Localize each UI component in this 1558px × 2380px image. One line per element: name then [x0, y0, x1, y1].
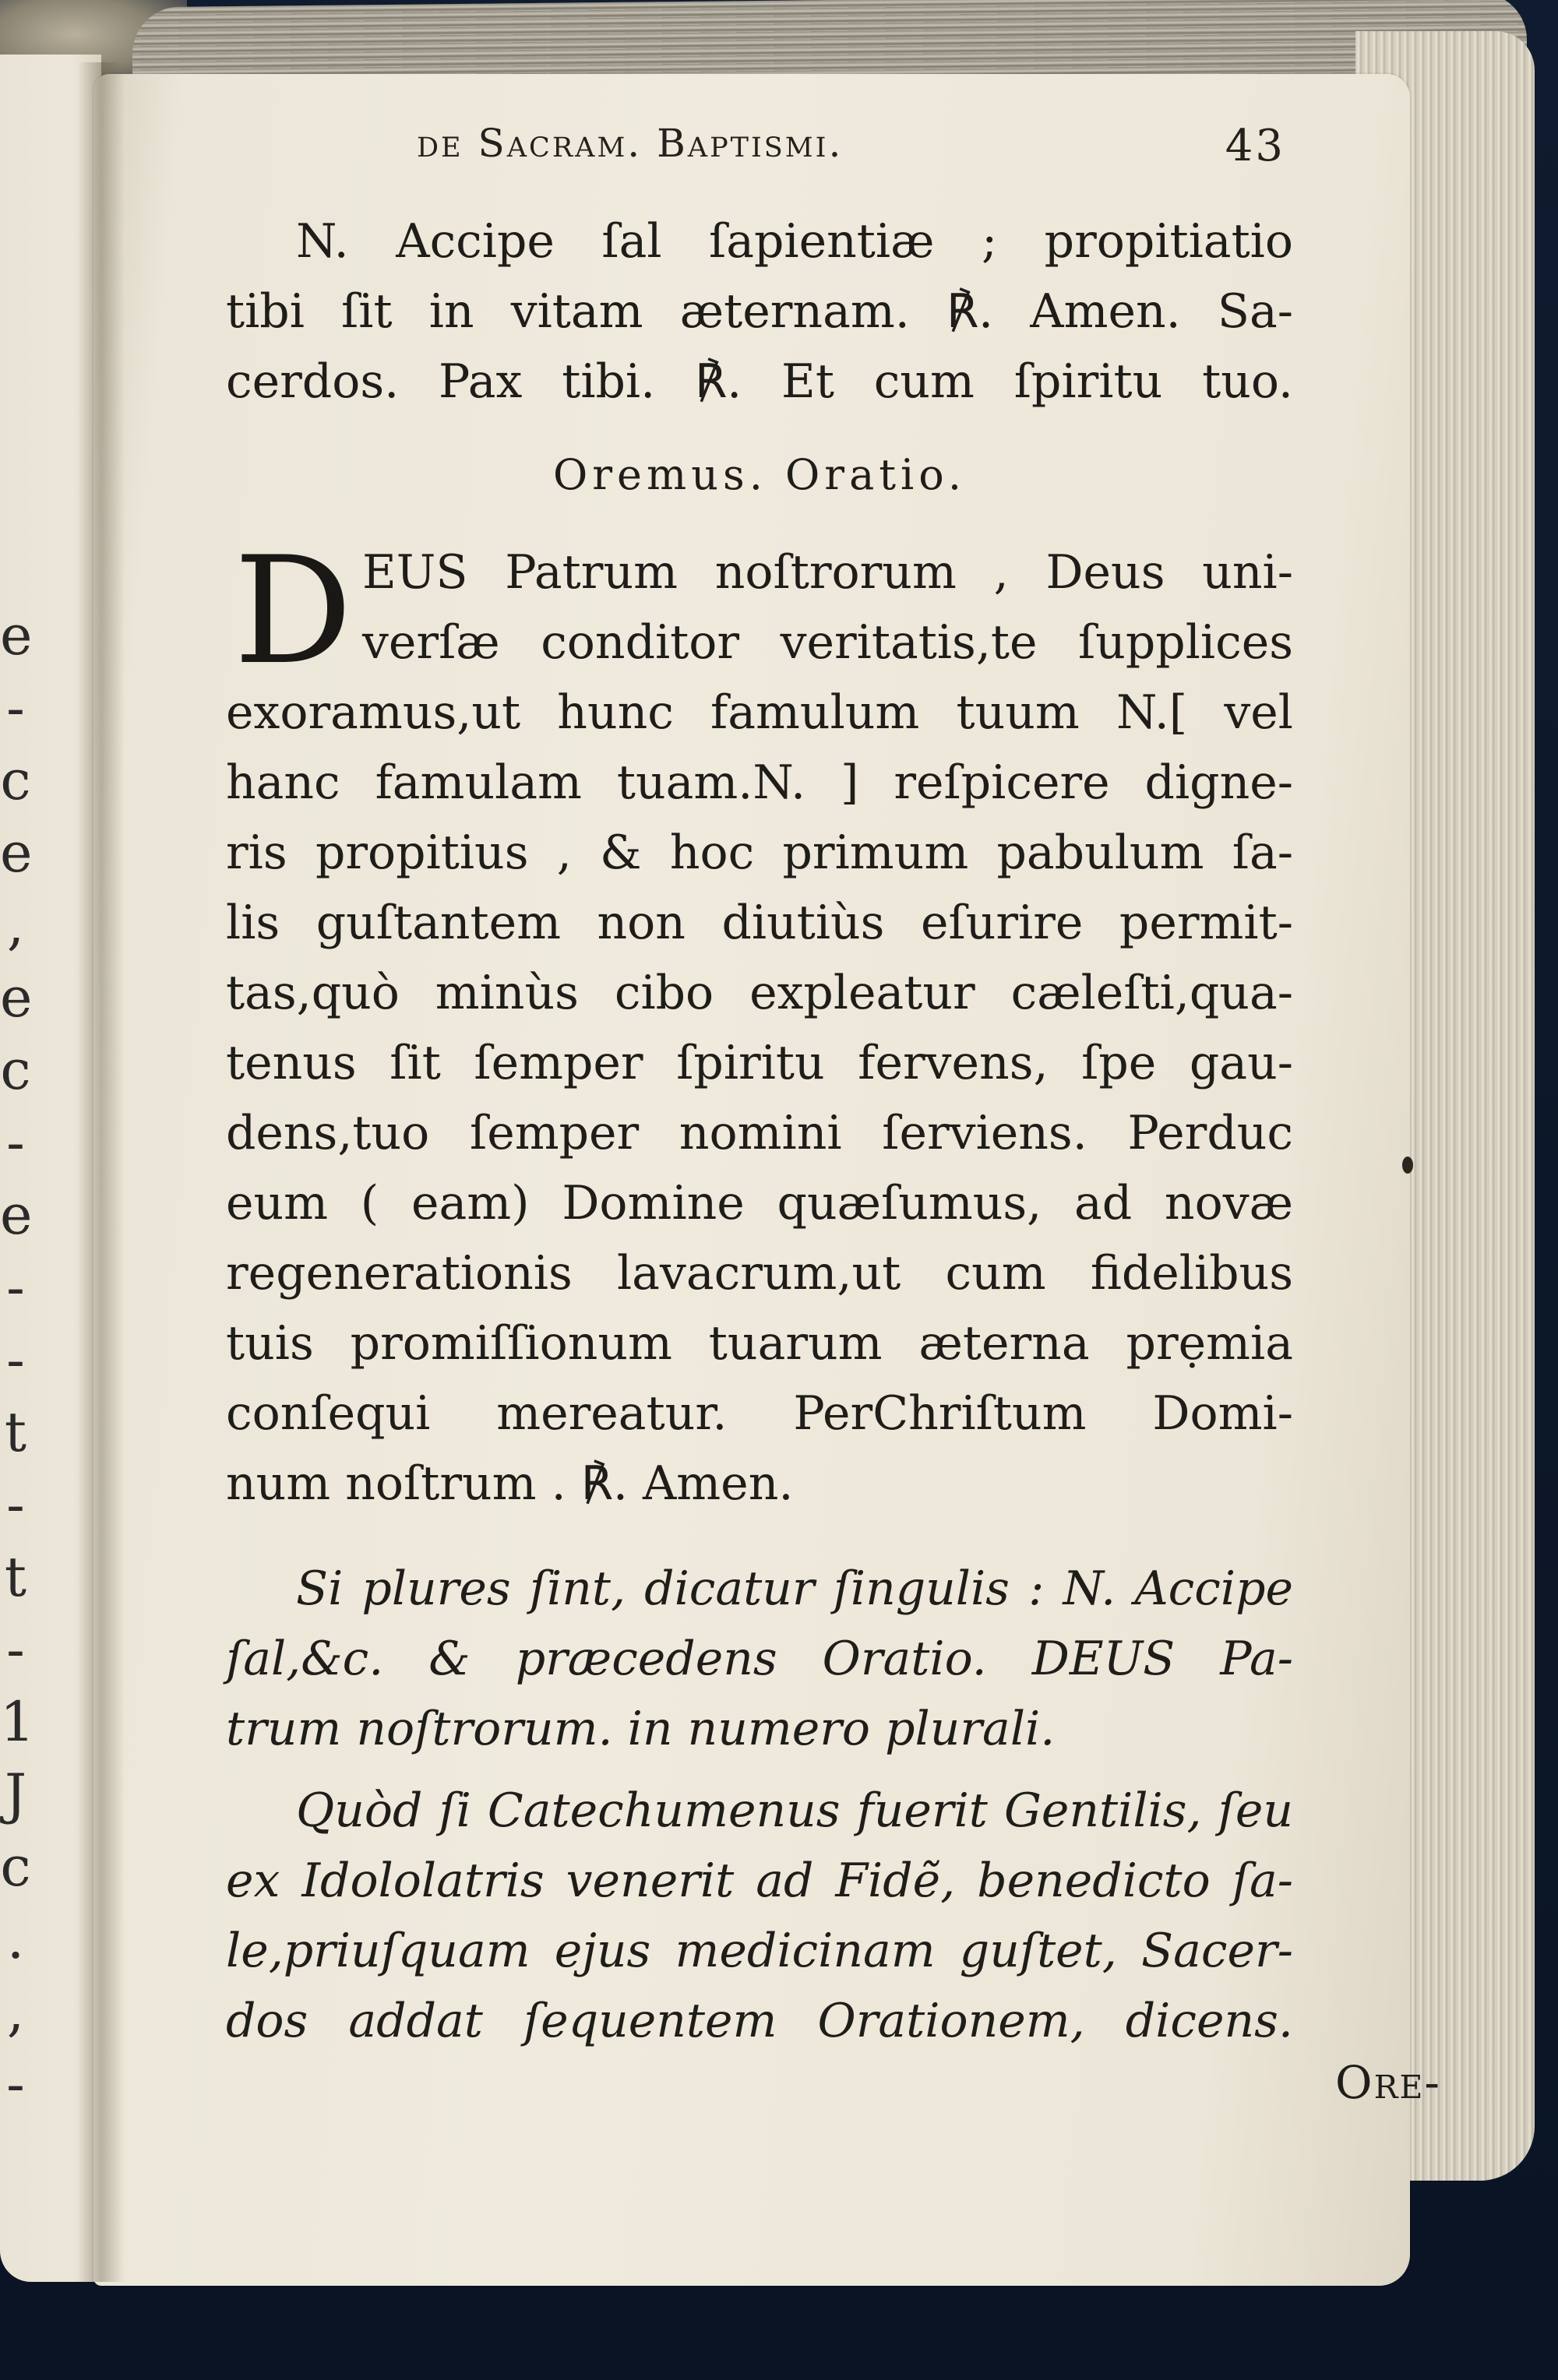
rubric-line: ſal,&c. & præcedens Oratio. DEUS Pa-: [226, 1632, 1293, 1686]
left-page-margin-characters: [0, 600, 35, 2121]
rubric-line: le,priuſquam ejus medicinam guſtet, Sacer-: [226, 1924, 1293, 1978]
text-line: dens,tuo ſemper nomini ſerviens. Perduc: [226, 1106, 1293, 1160]
margin-char: J: [4, 1762, 27, 1826]
text-line: ris propitius , & hoc primum pabulum ſa-: [226, 826, 1293, 880]
text-line: tibi ſit in vitam æternam. ℟. Amen. Sa-: [226, 284, 1293, 339]
margin-char: -: [6, 676, 25, 740]
rubric-line: Quòd ſi Catechumenus fuerit Gentilis, ſeu: [296, 1783, 1293, 1838]
running-head: [319, 117, 1285, 179]
text-line: tenus ſit ſemper ſpiritu fervens, ſpe gau-: [226, 1036, 1293, 1090]
margin-char: c: [0, 748, 31, 812]
margin-char: .: [6, 1907, 25, 1971]
text-line: verſæ conditor veritatis,te ſupplices: [362, 615, 1293, 670]
rubric-line: Si plures ſint, dicatur ſingulis : N. Accipe: [296, 1561, 1293, 1616]
margin-char: -: [6, 2052, 25, 2116]
text-line: EUS Patrum noſtrorum , Deus uni-: [362, 545, 1293, 600]
text-line: hanc famulam tuam.N. ] reſpicere digne-: [226, 755, 1293, 810]
paper-speck: [1402, 1157, 1413, 1174]
margin-char: -: [6, 1328, 25, 1392]
text-line: tuis promiſſionum tuarum æterna prẹmia: [226, 1316, 1293, 1371]
rubric-line: trum noſtrorum. in numero plurali.: [226, 1702, 1056, 1756]
margin-char: e: [0, 1183, 33, 1247]
rubric-line: dos addat ſequentem Orationem, dicens.: [226, 1994, 1293, 2048]
margin-char: t: [4, 1545, 27, 1609]
text-line: eum ( eam) Domine quæſumus, ad novæ: [226, 1176, 1293, 1230]
margin-char: e: [0, 821, 33, 885]
margin-char: c: [0, 1038, 31, 1102]
catchword: Ore-: [1335, 2056, 1441, 2109]
gutter-shadow: [78, 62, 125, 2282]
running-head-title: de Sacram. Baptismi.: [417, 121, 844, 166]
margin-char: 1: [0, 1690, 35, 1754]
page-number: 43: [1225, 121, 1285, 171]
margin-char: ,: [6, 1980, 25, 2044]
rubric-line: ex Idololatris venerit ad Fidẽ, benedicto ſa-: [226, 1854, 1293, 1908]
text-line: lis guſtantem non diutiùs eſurire permit-: [226, 896, 1293, 950]
text-line: conſequi mereatur. PerChriſtum Domi-: [226, 1386, 1293, 1441]
margin-char: t: [4, 1400, 27, 1464]
margin-char: ,: [6, 893, 25, 957]
text-line: tas,quò minùs cibo expleatur cæleſti,qua-: [226, 966, 1293, 1020]
margin-char: -: [6, 1473, 25, 1537]
text-line: cerdos. Pax tibi. ℟. Et cum ſpiritu tuo.: [226, 354, 1293, 409]
text-line: num noſtrum . ℟. Amen.: [226, 1456, 794, 1511]
margin-char: e: [0, 604, 33, 667]
margin-char: c: [0, 1835, 31, 1899]
margin-char: e: [0, 966, 33, 1030]
text-line: exoramus,ut hunc famulum tuum N.[ vel: [226, 685, 1293, 740]
drop-cap: D: [234, 525, 353, 697]
text-line: N. Accipe ſal ſapientiæ ; propitiatio: [296, 214, 1293, 269]
margin-char: -: [6, 1111, 25, 1174]
text-line: regenerationis lavacrum,ut cum fidelibus: [226, 1246, 1293, 1301]
margin-char: -: [6, 1255, 25, 1319]
prayer-heading: Oremus. Oratio.: [552, 450, 967, 499]
margin-char: -: [6, 1618, 25, 1681]
